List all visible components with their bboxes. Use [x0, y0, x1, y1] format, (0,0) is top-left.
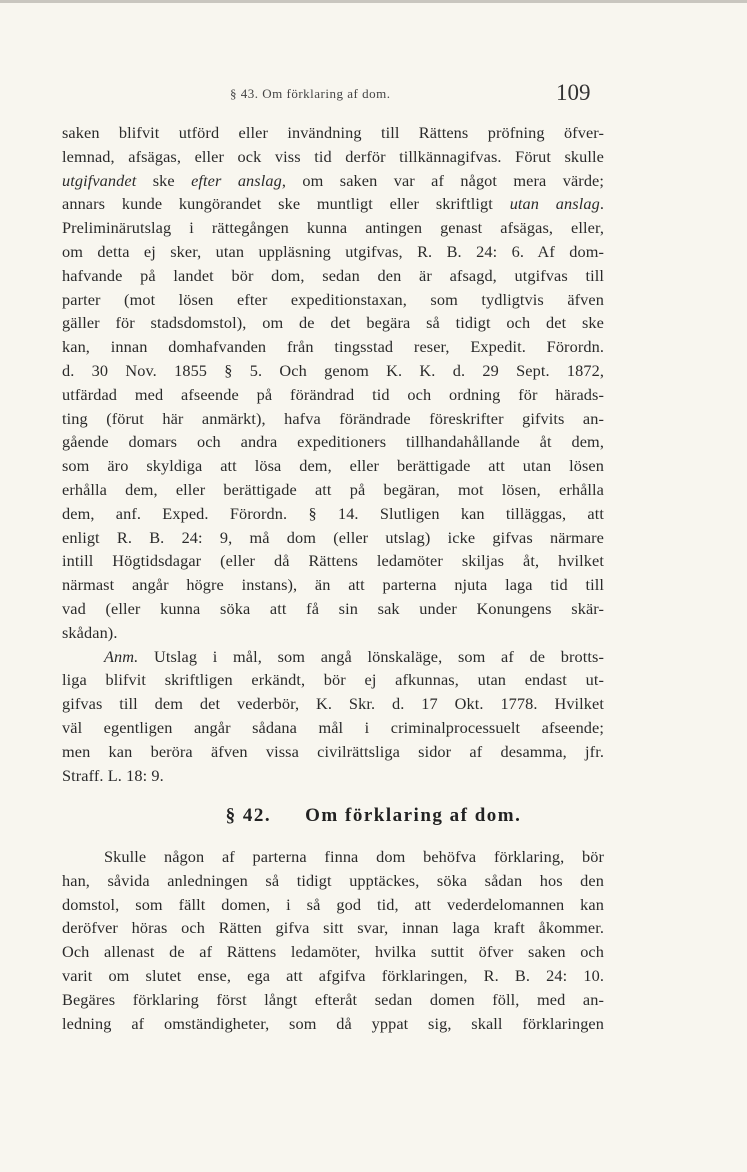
top-edge-rule	[0, 0, 747, 3]
text-line: enligt R. B. 24: 9, må dom (eller utslag) icke gifvas närmare	[62, 527, 604, 547]
body-text-continued	[62, 121, 604, 787]
text-line: Begäres förklaring först långt efteråt sedan domen föll, med an-	[62, 989, 604, 1009]
italic-term: utan anslag	[509, 194, 600, 214]
text-line: om detta ej sker, utan uppläsning utgifvas, R. B. 24: 6. Af dom-	[62, 241, 604, 261]
italic-term: Anm.	[104, 646, 139, 666]
section-title: Om förklaring af dom.	[305, 805, 522, 826]
text-line: ledning af omständigheter, som då yppat sig, skall förklaringen	[62, 1013, 604, 1033]
text-line: liga blifvit skriftligen erkändt, bör ej afkunnas, utan endast ut-	[62, 670, 604, 690]
text-line: dem, anf. Exped. Förordn. § 14. Slutligen kan tilläggas, att	[62, 503, 604, 523]
text-run: , om saken var af något mera värde;	[281, 170, 604, 190]
text-run: ske	[136, 170, 192, 190]
text-line: parter (mot lösen efter expeditionstaxan, som tydligtvis äfven	[62, 289, 604, 309]
text-line: varit om slutet ense, ega att afgifva förklaringen, R. B. 24: 10.	[62, 965, 604, 985]
text-line: skådan).	[62, 622, 118, 642]
text-line	[62, 645, 604, 669]
text-line: som äro skyldiga att lösa dem, eller berättigade att utan lösen	[62, 456, 604, 476]
text-line: gående domars och andra expeditioners tillhandahållande åt dem,	[62, 432, 604, 452]
text-run: .	[599, 194, 604, 214]
text-line: d. 30 Nov. 1855 § 5. Och genom K. K. d. 29 Sept. 1872,	[62, 360, 604, 380]
text-line: deröfver höras och Rätten gifva sitt svar, innan laga kraft åkommer.	[62, 918, 604, 938]
text-line: gifvas till dem det vederbör, K. Skr. d. 17 Okt. 1778. Hvilket	[62, 694, 604, 714]
text-line: domstol, som fällt domen, i så god tid, att vederdelomannen kan	[62, 894, 604, 914]
text-line: Och allenast de af Rättens ledamöter, hvilka suttit öfver saken och	[62, 942, 604, 962]
italic-term: efter anslag	[191, 170, 282, 190]
text-line	[62, 192, 604, 216]
text-line: men kan beröra äfven vissa civilrättsliga sidor af desamma, jfr.	[62, 741, 604, 761]
text-line: Preliminärutslag i rättegången kunna antingen genast afsägas, eller,	[62, 218, 604, 238]
text-line: utfärdad med afseende på förändrad tid och ordning för härads-	[62, 384, 604, 404]
text-line: saken blifvit utförd eller invändning till Rättens pröfning öfver-	[62, 123, 604, 142]
section-heading	[0, 805, 747, 827]
text-line: vad (eller kunna söka att få sin sak under Konungens skär-	[62, 598, 604, 618]
section-number: § 42.	[225, 805, 272, 826]
text-line: ting (förut här anmärkt), hafva förändrade föreskrifter gifvits an-	[62, 408, 604, 428]
running-head	[0, 80, 747, 110]
text-line: Straff. L. 18: 9.	[62, 765, 164, 785]
text-line: gäller för stadsdomstol), om de det begära så tidigt och det ske	[62, 313, 604, 333]
text-line: hafvande på landet bör dom, sedan den är afsagd, utgifvas till	[62, 265, 604, 285]
running-title: § 43. Om förklaring af dom.	[230, 86, 391, 101]
italic-term: utgifvandet	[62, 170, 137, 190]
text-line: lemnad, afsägas, eller ock viss tid derför tillkännagifvas. Förut skulle	[62, 146, 604, 166]
text-line: väl egentligen angår sådana mål i criminalprocessuelt afseende;	[62, 717, 604, 737]
text-line: kan, innan domhafvanden från tingsstad reser, Expedit. Förordn.	[62, 337, 604, 357]
text-line	[62, 169, 604, 193]
text-line: han, såvida anledningen så tidigt upptäckes, söka sådan hos den	[62, 870, 604, 890]
page-number: 109	[556, 80, 591, 105]
text-line: erhålla dem, eller berättigade att på begäran, mot lösen, erhålla	[62, 479, 604, 499]
text-line: Skulle någon af parterna finna dom behöfva förklaring, bör	[104, 847, 604, 866]
body-text-section	[62, 845, 604, 1035]
text-line: intill Högtidsdagar (eller då Rättens ledamöter skiljas åt, hvilket	[62, 551, 604, 571]
text-line: närmast angår högre instans), än att parterna njuta laga tid till	[62, 575, 604, 595]
text-run: Utslag i mål, som angå lönskaläge, som af de brotts-	[138, 646, 604, 666]
text-run: annars kunde kungörandet ske muntligt eller skriftligt	[62, 194, 510, 214]
